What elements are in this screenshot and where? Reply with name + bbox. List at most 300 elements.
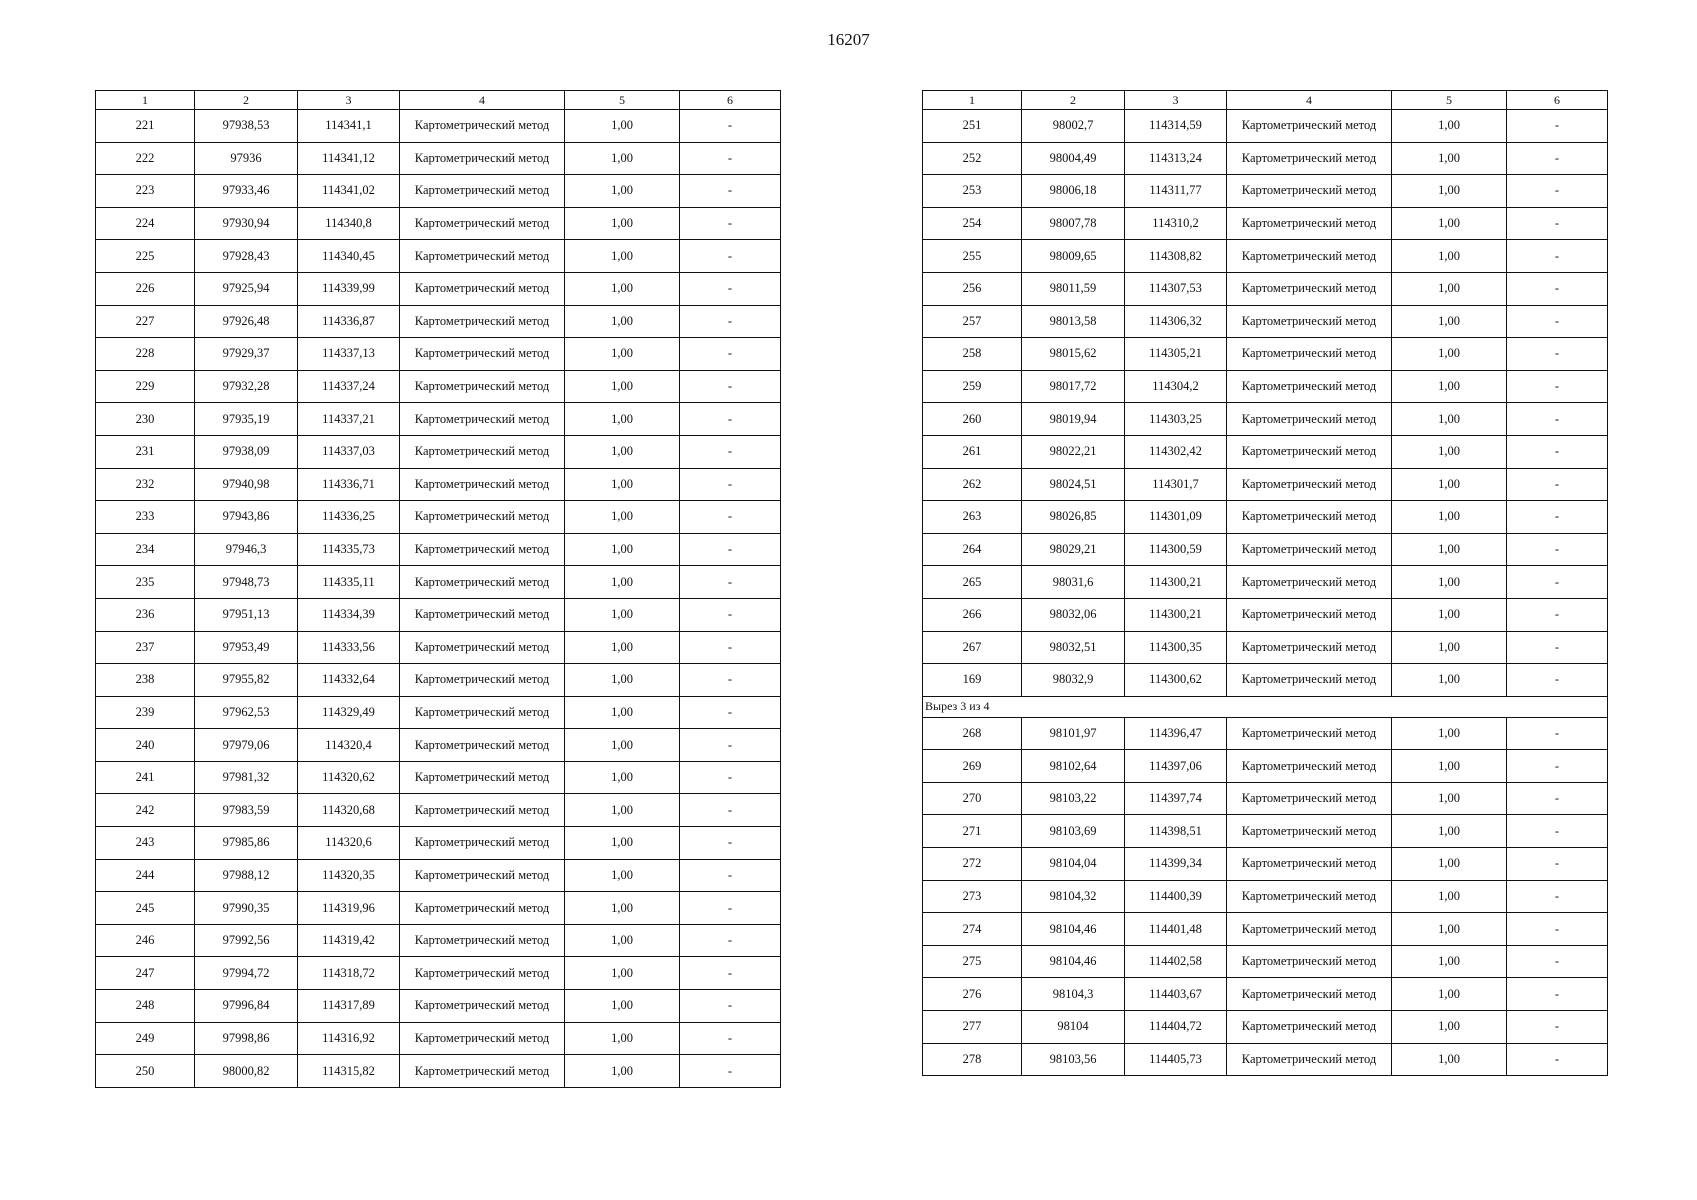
table-row xyxy=(96,729,781,762)
table-row xyxy=(96,305,781,338)
x-coordinate-cell: 98032,51 xyxy=(1022,631,1125,664)
y-coordinate-cell: 114320,35 xyxy=(298,859,400,892)
table-row xyxy=(96,990,781,1023)
table-row xyxy=(96,827,781,860)
x-coordinate-cell: 97933,46 xyxy=(195,175,298,208)
description-cell: - xyxy=(680,435,781,468)
accuracy-cell: 1,00 xyxy=(1392,207,1507,240)
table-row xyxy=(923,338,1608,371)
description-cell: - xyxy=(680,272,781,305)
description-cell: - xyxy=(1507,305,1608,338)
table-row xyxy=(923,175,1608,208)
table-row xyxy=(923,664,1608,697)
accuracy-cell: 1,00 xyxy=(565,859,680,892)
point-number-cell: 224 xyxy=(96,207,195,240)
x-coordinate-cell: 98007,78 xyxy=(1022,207,1125,240)
accuracy-cell: 1,00 xyxy=(565,403,680,436)
method-cell: Картометрический метод xyxy=(400,338,565,371)
description-cell: - xyxy=(680,794,781,827)
table-row xyxy=(923,207,1608,240)
y-coordinate-cell: 114310,2 xyxy=(1125,207,1227,240)
y-coordinate-cell: 114403,67 xyxy=(1125,978,1227,1011)
x-coordinate-cell: 97990,35 xyxy=(195,892,298,925)
x-coordinate-cell: 98002,7 xyxy=(1022,110,1125,143)
table-row xyxy=(96,566,781,599)
method-cell: Картометрический метод xyxy=(400,924,565,957)
x-coordinate-cell: 97946,3 xyxy=(195,533,298,566)
description-cell: - xyxy=(680,338,781,371)
point-number-cell: 253 xyxy=(923,175,1022,208)
y-coordinate-cell: 114402,58 xyxy=(1125,945,1227,978)
description-cell: - xyxy=(1507,978,1608,1011)
y-coordinate-cell: 114400,39 xyxy=(1125,880,1227,913)
y-coordinate-cell: 114399,34 xyxy=(1125,848,1227,881)
description-cell: - xyxy=(680,827,781,860)
x-coordinate-cell: 97932,28 xyxy=(195,370,298,403)
point-number-cell: 270 xyxy=(923,782,1022,815)
description-cell: - xyxy=(680,859,781,892)
method-cell: Картометрический метод xyxy=(1227,207,1392,240)
y-coordinate-cell: 114337,24 xyxy=(298,370,400,403)
accuracy-cell: 1,00 xyxy=(565,566,680,599)
point-number-cell: 249 xyxy=(96,1022,195,1055)
x-coordinate-cell: 97981,32 xyxy=(195,761,298,794)
x-coordinate-cell: 98032,9 xyxy=(1022,664,1125,697)
x-coordinate-cell: 97948,73 xyxy=(195,566,298,599)
accuracy-cell: 1,00 xyxy=(1392,272,1507,305)
method-cell: Картометрический метод xyxy=(400,1055,565,1088)
y-coordinate-cell: 114397,74 xyxy=(1125,782,1227,815)
table-row xyxy=(923,631,1608,664)
accuracy-cell: 1,00 xyxy=(1392,782,1507,815)
point-number-cell: 221 xyxy=(96,110,195,143)
y-coordinate-cell: 114315,82 xyxy=(298,1055,400,1088)
y-coordinate-cell: 114320,6 xyxy=(298,827,400,860)
y-coordinate-cell: 114405,73 xyxy=(1125,1043,1227,1076)
table-row xyxy=(923,750,1608,783)
description-cell: - xyxy=(680,598,781,631)
table-row xyxy=(923,566,1608,599)
accuracy-cell: 1,00 xyxy=(565,761,680,794)
x-coordinate-cell: 98004,49 xyxy=(1022,142,1125,175)
description-cell: - xyxy=(1507,664,1608,697)
x-coordinate-cell: 97955,82 xyxy=(195,664,298,697)
x-coordinate-cell: 98011,59 xyxy=(1022,272,1125,305)
page-number: 16207 xyxy=(827,30,870,49)
x-coordinate-cell: 98013,58 xyxy=(1022,305,1125,338)
description-cell: - xyxy=(1507,913,1608,946)
accuracy-cell: 1,00 xyxy=(1392,598,1507,631)
table-row xyxy=(923,403,1608,436)
column-header: 3 xyxy=(298,91,400,110)
y-coordinate-cell: 114341,12 xyxy=(298,142,400,175)
column-header: 4 xyxy=(1227,91,1392,110)
table-row xyxy=(923,240,1608,273)
description-cell: - xyxy=(1507,566,1608,599)
accuracy-cell: 1,00 xyxy=(1392,435,1507,468)
method-cell: Картометрический метод xyxy=(400,468,565,501)
x-coordinate-cell: 97983,59 xyxy=(195,794,298,827)
x-coordinate-cell: 97928,43 xyxy=(195,240,298,273)
method-cell: Картометрический метод xyxy=(1227,175,1392,208)
y-coordinate-cell: 114319,42 xyxy=(298,924,400,957)
point-number-cell: 244 xyxy=(96,859,195,892)
x-coordinate-cell: 97992,56 xyxy=(195,924,298,957)
accuracy-cell: 1,00 xyxy=(1392,664,1507,697)
column-header: 6 xyxy=(1507,91,1608,110)
x-coordinate-cell: 98019,94 xyxy=(1022,403,1125,436)
accuracy-cell: 1,00 xyxy=(565,175,680,208)
x-coordinate-cell: 97929,37 xyxy=(195,338,298,371)
method-cell: Картометрический метод xyxy=(1227,566,1392,599)
method-cell: Картометрический метод xyxy=(1227,913,1392,946)
table-row xyxy=(96,696,781,729)
accuracy-cell: 1,00 xyxy=(565,272,680,305)
method-cell: Картометрический метод xyxy=(1227,240,1392,273)
point-number-cell: 255 xyxy=(923,240,1022,273)
description-cell: - xyxy=(680,110,781,143)
table-row xyxy=(923,848,1608,881)
point-number-cell: 267 xyxy=(923,631,1022,664)
method-cell: Картометрический метод xyxy=(400,142,565,175)
x-coordinate-cell: 98000,82 xyxy=(195,1055,298,1088)
y-coordinate-cell: 114300,35 xyxy=(1125,631,1227,664)
table-row xyxy=(96,272,781,305)
description-cell: - xyxy=(680,696,781,729)
x-coordinate-cell: 98029,21 xyxy=(1022,533,1125,566)
description-cell: - xyxy=(680,631,781,664)
table-row xyxy=(96,664,781,697)
table-row xyxy=(96,631,781,664)
point-number-cell: 259 xyxy=(923,370,1022,403)
table-row xyxy=(923,142,1608,175)
method-cell: Картометрический метод xyxy=(400,859,565,892)
table-row xyxy=(923,1011,1608,1044)
y-coordinate-cell: 114401,48 xyxy=(1125,913,1227,946)
y-coordinate-cell: 114339,99 xyxy=(298,272,400,305)
y-coordinate-cell: 114404,72 xyxy=(1125,1011,1227,1044)
x-coordinate-cell: 97988,12 xyxy=(195,859,298,892)
accuracy-cell: 1,00 xyxy=(565,370,680,403)
point-number-cell: 271 xyxy=(923,815,1022,848)
table-row xyxy=(923,435,1608,468)
point-number-cell: 238 xyxy=(96,664,195,697)
description-cell: - xyxy=(680,240,781,273)
table-row xyxy=(923,110,1608,143)
accuracy-cell: 1,00 xyxy=(565,142,680,175)
method-cell: Картометрический метод xyxy=(400,501,565,534)
method-cell: Картометрический метод xyxy=(400,990,565,1023)
y-coordinate-cell: 114397,06 xyxy=(1125,750,1227,783)
y-coordinate-cell: 114317,89 xyxy=(298,990,400,1023)
method-cell: Картометрический метод xyxy=(400,1022,565,1055)
method-cell: Картометрический метод xyxy=(400,696,565,729)
description-cell: - xyxy=(1507,468,1608,501)
y-coordinate-cell: 114302,42 xyxy=(1125,435,1227,468)
method-cell: Картометрический метод xyxy=(1227,1043,1392,1076)
accuracy-cell: 1,00 xyxy=(565,207,680,240)
x-coordinate-cell: 97994,72 xyxy=(195,957,298,990)
table-row xyxy=(923,598,1608,631)
method-cell: Картометрический метод xyxy=(1227,435,1392,468)
point-number-cell: 258 xyxy=(923,338,1022,371)
accuracy-cell: 1,00 xyxy=(1392,1043,1507,1076)
table-row xyxy=(96,468,781,501)
accuracy-cell: 1,00 xyxy=(1392,631,1507,664)
method-cell: Картометрический метод xyxy=(1227,815,1392,848)
method-cell: Картометрический метод xyxy=(400,272,565,305)
description-cell: - xyxy=(680,501,781,534)
accuracy-cell: 1,00 xyxy=(1392,913,1507,946)
table-row xyxy=(923,945,1608,978)
y-coordinate-cell: 114301,7 xyxy=(1125,468,1227,501)
point-number-cell: 273 xyxy=(923,880,1022,913)
table-row xyxy=(923,880,1608,913)
description-cell: - xyxy=(1507,338,1608,371)
description-cell: - xyxy=(680,729,781,762)
table-row xyxy=(923,533,1608,566)
y-coordinate-cell: 114313,24 xyxy=(1125,142,1227,175)
accuracy-cell: 1,00 xyxy=(565,468,680,501)
table-row xyxy=(96,207,781,240)
table-row xyxy=(96,1022,781,1055)
x-coordinate-cell: 98022,21 xyxy=(1022,435,1125,468)
method-cell: Картометрический метод xyxy=(400,110,565,143)
method-cell: Картометрический метод xyxy=(400,240,565,273)
point-number-cell: 268 xyxy=(923,717,1022,750)
description-cell: - xyxy=(1507,240,1608,273)
method-cell: Картометрический метод xyxy=(400,761,565,794)
point-number-cell: 252 xyxy=(923,142,1022,175)
table-row xyxy=(923,370,1608,403)
x-coordinate-cell: 97938,09 xyxy=(195,435,298,468)
method-cell: Картометрический метод xyxy=(1227,750,1392,783)
y-coordinate-cell: 114341,1 xyxy=(298,110,400,143)
coordinates-table-left xyxy=(95,90,781,1088)
accuracy-cell: 1,00 xyxy=(565,794,680,827)
column-header: 2 xyxy=(1022,91,1125,110)
method-cell: Картометрический метод xyxy=(1227,848,1392,881)
method-cell: Картометрический метод xyxy=(400,794,565,827)
column-header: 2 xyxy=(195,91,298,110)
accuracy-cell: 1,00 xyxy=(565,240,680,273)
table-row xyxy=(923,717,1608,750)
y-coordinate-cell: 114308,82 xyxy=(1125,240,1227,273)
method-cell: Картометрический метод xyxy=(400,207,565,240)
table-row xyxy=(923,782,1608,815)
column-header: 5 xyxy=(565,91,680,110)
point-number-cell: 229 xyxy=(96,370,195,403)
point-number-cell: 254 xyxy=(923,207,1022,240)
method-cell: Картометрический метод xyxy=(400,370,565,403)
accuracy-cell: 1,00 xyxy=(565,501,680,534)
method-cell: Картометрический метод xyxy=(1227,631,1392,664)
point-number-cell: 257 xyxy=(923,305,1022,338)
section-label: Вырез 3 из 4 xyxy=(923,696,1608,717)
method-cell: Картометрический метод xyxy=(1227,664,1392,697)
description-cell: - xyxy=(680,924,781,957)
table-row xyxy=(96,403,781,436)
y-coordinate-cell: 114337,03 xyxy=(298,435,400,468)
accuracy-cell: 1,00 xyxy=(1392,110,1507,143)
accuracy-cell: 1,00 xyxy=(565,305,680,338)
point-number-cell: 274 xyxy=(923,913,1022,946)
accuracy-cell: 1,00 xyxy=(565,957,680,990)
description-cell: - xyxy=(680,957,781,990)
y-coordinate-cell: 114320,62 xyxy=(298,761,400,794)
accuracy-cell: 1,00 xyxy=(1392,880,1507,913)
y-coordinate-cell: 114332,64 xyxy=(298,664,400,697)
point-number-cell: 246 xyxy=(96,924,195,957)
method-cell: Картометрический метод xyxy=(1227,272,1392,305)
x-coordinate-cell: 97953,49 xyxy=(195,631,298,664)
header-row xyxy=(923,91,1608,110)
accuracy-cell: 1,00 xyxy=(1392,815,1507,848)
description-cell: - xyxy=(1507,533,1608,566)
description-cell: - xyxy=(1507,110,1608,143)
y-coordinate-cell: 114340,8 xyxy=(298,207,400,240)
y-coordinate-cell: 114301,09 xyxy=(1125,501,1227,534)
description-cell: - xyxy=(1507,717,1608,750)
description-cell: - xyxy=(1507,945,1608,978)
table-row xyxy=(96,957,781,990)
table-row xyxy=(96,338,781,371)
point-number-cell: 233 xyxy=(96,501,195,534)
x-coordinate-cell: 97951,13 xyxy=(195,598,298,631)
table-row xyxy=(923,815,1608,848)
method-cell: Картометрический метод xyxy=(400,827,565,860)
y-coordinate-cell: 114335,11 xyxy=(298,566,400,599)
point-number-cell: 248 xyxy=(96,990,195,1023)
description-cell: - xyxy=(1507,782,1608,815)
description-cell: - xyxy=(680,1022,781,1055)
accuracy-cell: 1,00 xyxy=(1392,305,1507,338)
accuracy-cell: 1,00 xyxy=(1392,501,1507,534)
y-coordinate-cell: 114303,25 xyxy=(1125,403,1227,436)
point-number-cell: 262 xyxy=(923,468,1022,501)
point-number-cell: 250 xyxy=(96,1055,195,1088)
accuracy-cell: 1,00 xyxy=(565,1055,680,1088)
point-number-cell: 256 xyxy=(923,272,1022,305)
accuracy-cell: 1,00 xyxy=(565,924,680,957)
x-coordinate-cell: 98104,46 xyxy=(1022,945,1125,978)
description-cell: - xyxy=(1507,370,1608,403)
accuracy-cell: 1,00 xyxy=(565,1022,680,1055)
x-coordinate-cell: 97925,94 xyxy=(195,272,298,305)
column-header: 5 xyxy=(1392,91,1507,110)
method-cell: Картометрический метод xyxy=(1227,782,1392,815)
y-coordinate-cell: 114300,62 xyxy=(1125,664,1227,697)
y-coordinate-cell: 114333,56 xyxy=(298,631,400,664)
accuracy-cell: 1,00 xyxy=(565,598,680,631)
description-cell: - xyxy=(680,175,781,208)
point-number-cell: 169 xyxy=(923,664,1022,697)
point-number-cell: 247 xyxy=(96,957,195,990)
column-header: 4 xyxy=(400,91,565,110)
description-cell: - xyxy=(1507,435,1608,468)
point-number-cell: 236 xyxy=(96,598,195,631)
accuracy-cell: 1,00 xyxy=(1392,240,1507,273)
point-number-cell: 266 xyxy=(923,598,1022,631)
x-coordinate-cell: 97962,53 xyxy=(195,696,298,729)
y-coordinate-cell: 114336,25 xyxy=(298,501,400,534)
description-cell: - xyxy=(680,468,781,501)
method-cell: Картометрический метод xyxy=(1227,717,1392,750)
point-number-cell: 275 xyxy=(923,945,1022,978)
point-number-cell: 239 xyxy=(96,696,195,729)
table-row xyxy=(923,978,1608,1011)
description-cell: - xyxy=(1507,815,1608,848)
x-coordinate-cell: 98032,06 xyxy=(1022,598,1125,631)
method-cell: Картометрический метод xyxy=(400,957,565,990)
accuracy-cell: 1,00 xyxy=(1392,848,1507,881)
accuracy-cell: 1,00 xyxy=(565,533,680,566)
table-row xyxy=(96,859,781,892)
table-row xyxy=(96,110,781,143)
method-cell: Картометрический метод xyxy=(400,175,565,208)
point-number-cell: 263 xyxy=(923,501,1022,534)
method-cell: Картометрический метод xyxy=(1227,1011,1392,1044)
y-coordinate-cell: 114300,59 xyxy=(1125,533,1227,566)
point-number-cell: 265 xyxy=(923,566,1022,599)
y-coordinate-cell: 114304,2 xyxy=(1125,370,1227,403)
description-cell: - xyxy=(1507,1043,1608,1076)
method-cell: Картометрический метод xyxy=(400,403,565,436)
x-coordinate-cell: 97979,06 xyxy=(195,729,298,762)
description-cell: - xyxy=(680,370,781,403)
description-cell: - xyxy=(1507,631,1608,664)
table-row xyxy=(96,924,781,957)
method-cell: Картометрический метод xyxy=(1227,978,1392,1011)
x-coordinate-cell: 97930,94 xyxy=(195,207,298,240)
accuracy-cell: 1,00 xyxy=(1392,978,1507,1011)
accuracy-cell: 1,00 xyxy=(1392,370,1507,403)
column-header: 6 xyxy=(680,91,781,110)
description-cell: - xyxy=(1507,501,1608,534)
point-number-cell: 269 xyxy=(923,750,1022,783)
y-coordinate-cell: 114319,96 xyxy=(298,892,400,925)
method-cell: Картометрический метод xyxy=(400,598,565,631)
point-number-cell: 251 xyxy=(923,110,1022,143)
y-coordinate-cell: 114300,21 xyxy=(1125,598,1227,631)
description-cell: - xyxy=(680,533,781,566)
column-header: 1 xyxy=(923,91,1022,110)
x-coordinate-cell: 98017,72 xyxy=(1022,370,1125,403)
description-cell: - xyxy=(680,305,781,338)
y-coordinate-cell: 114307,53 xyxy=(1125,272,1227,305)
point-number-cell: 237 xyxy=(96,631,195,664)
point-number-cell: 278 xyxy=(923,1043,1022,1076)
method-cell: Картометрический метод xyxy=(400,305,565,338)
y-coordinate-cell: 114318,72 xyxy=(298,957,400,990)
table-row xyxy=(923,913,1608,946)
accuracy-cell: 1,00 xyxy=(565,110,680,143)
y-coordinate-cell: 114334,39 xyxy=(298,598,400,631)
method-cell: Картометрический метод xyxy=(400,664,565,697)
y-coordinate-cell: 114335,73 xyxy=(298,533,400,566)
table-row xyxy=(96,794,781,827)
method-cell: Картометрический метод xyxy=(1227,501,1392,534)
point-number-cell: 264 xyxy=(923,533,1022,566)
x-coordinate-cell: 98104,04 xyxy=(1022,848,1125,881)
x-coordinate-cell: 97935,19 xyxy=(195,403,298,436)
point-number-cell: 245 xyxy=(96,892,195,925)
accuracy-cell: 1,00 xyxy=(1392,750,1507,783)
coordinates-table-right xyxy=(922,90,1608,1076)
accuracy-cell: 1,00 xyxy=(565,827,680,860)
x-coordinate-cell: 97943,86 xyxy=(195,501,298,534)
description-cell: - xyxy=(680,207,781,240)
